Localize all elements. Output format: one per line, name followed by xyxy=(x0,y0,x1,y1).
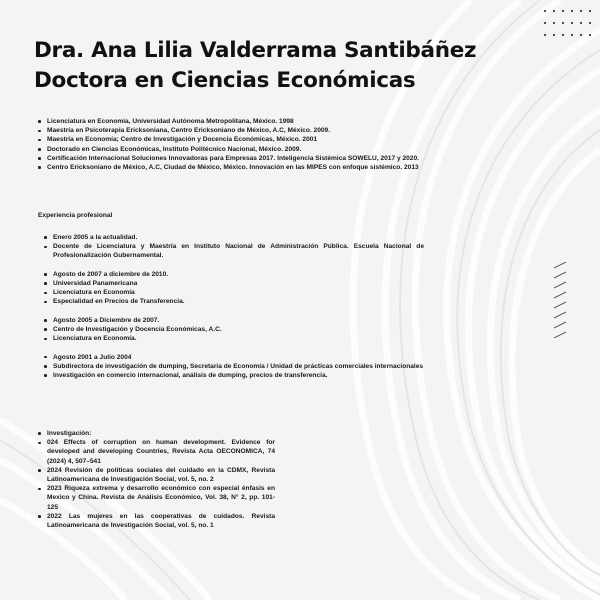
list-item: Agosto 2001 a Julio 2004 xyxy=(44,353,424,362)
experience-list xyxy=(44,233,424,380)
list-item: Licenciatura en Economía xyxy=(44,288,424,297)
list-item: Docente de Licenciatura y Maestría en Instituto Nacional de Administración Pública. Escuela Nacional de Profesionalización Gubernamental. xyxy=(44,242,424,260)
list-item: 2024 Revisión de políticas sociales del cuidado en la CDMX, Revista Latinoamericana de Investigación Social, vol. 5, no. 2 xyxy=(38,466,275,484)
list-item: Enero 2005 a la actualidad. xyxy=(44,233,424,242)
list-item: Universidad Panamericana xyxy=(44,279,424,288)
page-subtitle: Doctora en Ciencias Económicas xyxy=(34,68,416,93)
list-item: 024 Effects of corruption on human development. Evidence for developed and developing Countries, Revista Acta OECONOMICA, 74 (2024) 4, 507–541 xyxy=(38,438,275,466)
list-item: Maestría en Economía; Centro de Investigación y Docencia Económicas, México. 2001 xyxy=(38,135,483,144)
list-item: Subdirectora de investigación de dumping, Secretaria de Economía / Unidad de prácticas comerciales internacionales xyxy=(44,362,424,371)
experience-heading: Experiencia profesional xyxy=(38,212,113,219)
page-title: Dra. Ana Lilia Valderrama Santibáñez xyxy=(34,38,477,63)
list-item: Agosto 2005 a Diciembre de 2007. xyxy=(44,316,424,325)
list-item: 2022 Las mujeres en las cooperativas de cuidados. Revista Latinoamericana de Investigación Social, vol. 5, no. 1 xyxy=(38,512,275,530)
list-item: Especialidad en Precios de Transferencia. xyxy=(44,297,424,306)
list-item: Investigación en comercio internacional, análisis de dumping, precios de transferencia. xyxy=(44,371,424,380)
research-heading: Investigación: xyxy=(38,429,275,438)
list-item: Centro Ericksoniano de México, A.C, Ciudad de México, México. Innovación en las MIPES con enfoque sistémico. 2013 xyxy=(38,163,483,172)
dot-grid-decoration xyxy=(542,8,592,38)
list-item: Agosto de 2007 a diciembre de 2010. xyxy=(44,270,424,279)
list-item: Certificación Internacional Soluciones Innovadoras para Empresas 2017. Inteligencia Sistémica SOWELU, 2017 y 2020. xyxy=(38,154,483,163)
list-item: Maestría en Psicoterapia Ericksoniana, Centro Ericksoniano de México, A.C, México. 2009. xyxy=(38,126,483,135)
list-item: Licenciatura en Economía. xyxy=(44,334,424,343)
slash-lines-decoration xyxy=(552,262,574,338)
list-item: Licenciatura en Economía, Universidad Autónoma Metropolitana, México. 1998 xyxy=(38,117,483,126)
list-item: 2023 Riqueza extrema y desarrollo económico con especial énfasis en Mexico y China. Revista de Análisis Económico, Vol. 38, N° 2, pp. 101-125 xyxy=(38,484,275,512)
list-item: Centro de Investigación y Docencia Económicas, A.C. xyxy=(44,325,424,334)
research-list xyxy=(38,429,275,530)
list-item: Doctorado en Ciencias Económicas, Instituto Politécnico Nacional, México. 2009. xyxy=(38,145,483,154)
education-list xyxy=(38,117,483,172)
